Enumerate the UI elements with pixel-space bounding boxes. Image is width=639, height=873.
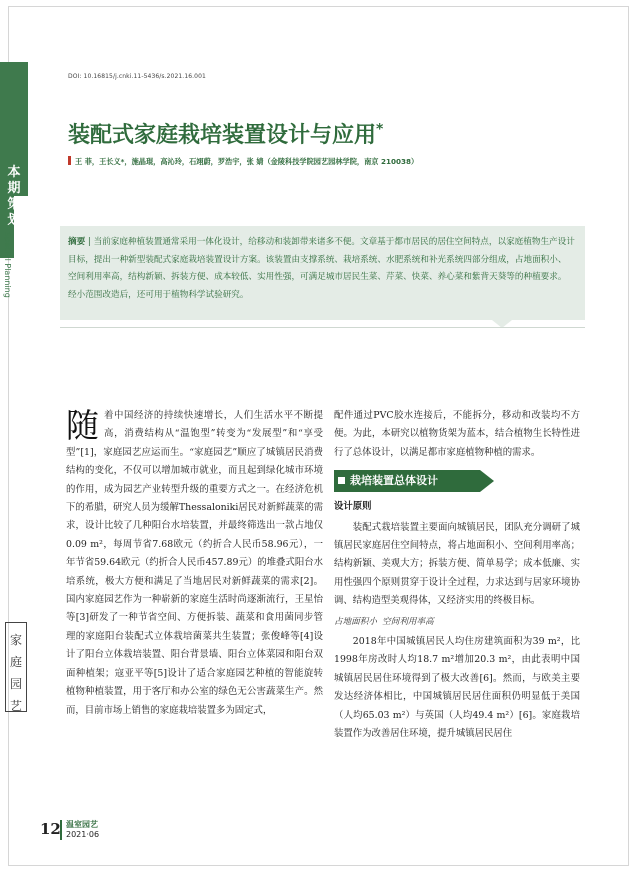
section-heading: 栽培装置总体设计	[334, 470, 480, 492]
body-paragraph: 装配式栽培装置主要面向城镇居民，团队充分调研了城镇居民家庭居住空间特点，将占地面积小、空间利用率高；结构新颖、美观大方；拆装方便、简单易学；成本低廉、实用性强四个原则贯穿于设计全过程，力求达到与居家环境协调、结构造型美观得体，又经济实用的终极目标。	[334, 521, 580, 607]
section-char: 庭	[9, 655, 22, 669]
body-column-left	[66, 407, 323, 720]
title-footnote-mark: *	[376, 121, 384, 138]
column-char: 划	[7, 213, 21, 228]
section-char: 艺	[9, 699, 22, 713]
magazine-info	[60, 820, 99, 840]
body-paragraph: 着中国经济的持续快速增长，人们生活水平不断提高，消费结构从“温饱型”转变为“发展型”和“享受型”[1]，家庭园艺应运而生。“家庭园艺”顺应了城镇居民消费结构的变化，不仅可以增加城市就业，而且起到绿化城市环境的作用，成为园艺产业转型升级的重要方式之一。在经济危机下的希腊，研究人员为缓解Thessaloniki居民对新鲜蔬菜的需求，设计比较了几种阳台水培装置，并最终筛选出一款占地仅0.09 m²，每周节省7.68欧元（约折合人民币58.96元），一年节省59.64欧元（约折合人民币457.89元）的堆叠式阳台水培系统，极大方便和满足了当地居民对新鲜蔬菜的需求[2]。国内家庭园艺作为一种崭新的家庭生活时尚逐渐流行，王星怡等[3]研发了一种节省空间、方便拆装、蔬菜和食用菌同步管理的家庭阳台装配式立体栽培菌菜共生装置；张俊峰等[4]设计了阳台立体栽培装置、阳台背景墙、阳台立体菜园和阳台双面种植架；寇亚平等[5]设计了适合家庭园艺种植的智能旋转植物种植装置，用于客厅和办公室的绿色无公害蔬菜生产。然而，目前市场上销售的家庭栽培装置多为固定式，	[66, 410, 323, 716]
issue-number: 2021·06	[66, 830, 100, 839]
column-char: 本	[7, 165, 21, 180]
title-text: 装配式家庭栽培装置设计与应用	[68, 123, 377, 148]
body-paragraph: 配件通过PVC胶水连接后，不能拆分，移动和改装均不方便。为此，本研究以植物货架为蓝本，结合植物生长特性进行了总体设计，以满足都市家庭植物种植的需求。	[334, 410, 580, 458]
magazine-name: 温室园艺	[66, 820, 98, 829]
section-char: 园	[9, 677, 22, 691]
column-name-en: Special Planning	[3, 232, 12, 298]
page-number: 12	[40, 820, 61, 838]
column-char: 策	[7, 197, 21, 212]
subheading-italic: 占地面积小 空间利用率高	[334, 616, 434, 627]
abstract-label: 摘要	[68, 237, 86, 247]
author-list: 王 菲，王长义*，施晶琨，高沁玲，石翊蔚，罗浩宇，张 婧（金陵科技学院园艺园林学院，南京 210038）	[75, 157, 419, 166]
subheading: 设计原则	[334, 501, 372, 513]
author-line	[68, 156, 418, 167]
author-marker	[68, 156, 71, 165]
doi-text: DOI: 10.16815/j.cnki.11-5436/s.2021.16.001	[68, 73, 206, 80]
drop-cap: 随	[66, 406, 99, 445]
article-title	[68, 118, 383, 149]
section-char: 家	[9, 633, 22, 647]
column-char: 期	[7, 181, 21, 196]
abstract-divider	[60, 327, 585, 328]
abstract-text: 当前家庭种植装置通常采用一体化设计，给移动和装卸带来诸多不便。文章基于都市居民的居住空间特点，以家庭植物生产设计目标，提出一种新型装配式家庭栽培装置设计方案。该装置由支撑系统、栽培系统、水肥系统和补光系统四部分组成，占地面积小、空间利用率高，结构新颖、拆装方便、成本较低、实用性强，可满足城市居民生菜、芹菜、快菜、养心菜和紫背天葵等的种植要求。经小范围改造后，还可用于植物科学试验研究。	[68, 237, 575, 300]
column-name-cn	[2, 165, 26, 229]
abstract-box: 摘要 | 当前家庭种植装置通常采用一体化设计，给移动和装卸带来诸多不便。文章基于都市居民的居住空间特点，以家庭植物生产设计目标，提出一种新型装配式家庭栽培装置设计方案。该装置由支撑系统、栽培系统、水肥系统和补光系统四部分组成，占地面积小、空间利用率高，结构新颖、拆装方便、成本较低、实用性强，可满足城市居民生菜、芹菜、快菜、养心菜和紫背天葵等的种植要求。经小范围改造后，还可用于植物科学试验研究。	[60, 226, 585, 320]
body-column-right	[334, 407, 580, 744]
body-paragraph: 2018年中国城镇居民人均住房建筑面积为39 m²，比1998年房改时人均18.7 m²增加20.3 m²，由此表明中国城镇居民居住环境得到了极大改善[6]。然而，与欧美主要发达经济体相比，中国城镇居民居住面积仍明显低于美国（人均65.03 m²）与英国（人均49.4 m²）[6]。家庭栽培装置作为改善居住环境，提升城镇居民居住	[334, 636, 580, 740]
section-label	[5, 622, 27, 712]
